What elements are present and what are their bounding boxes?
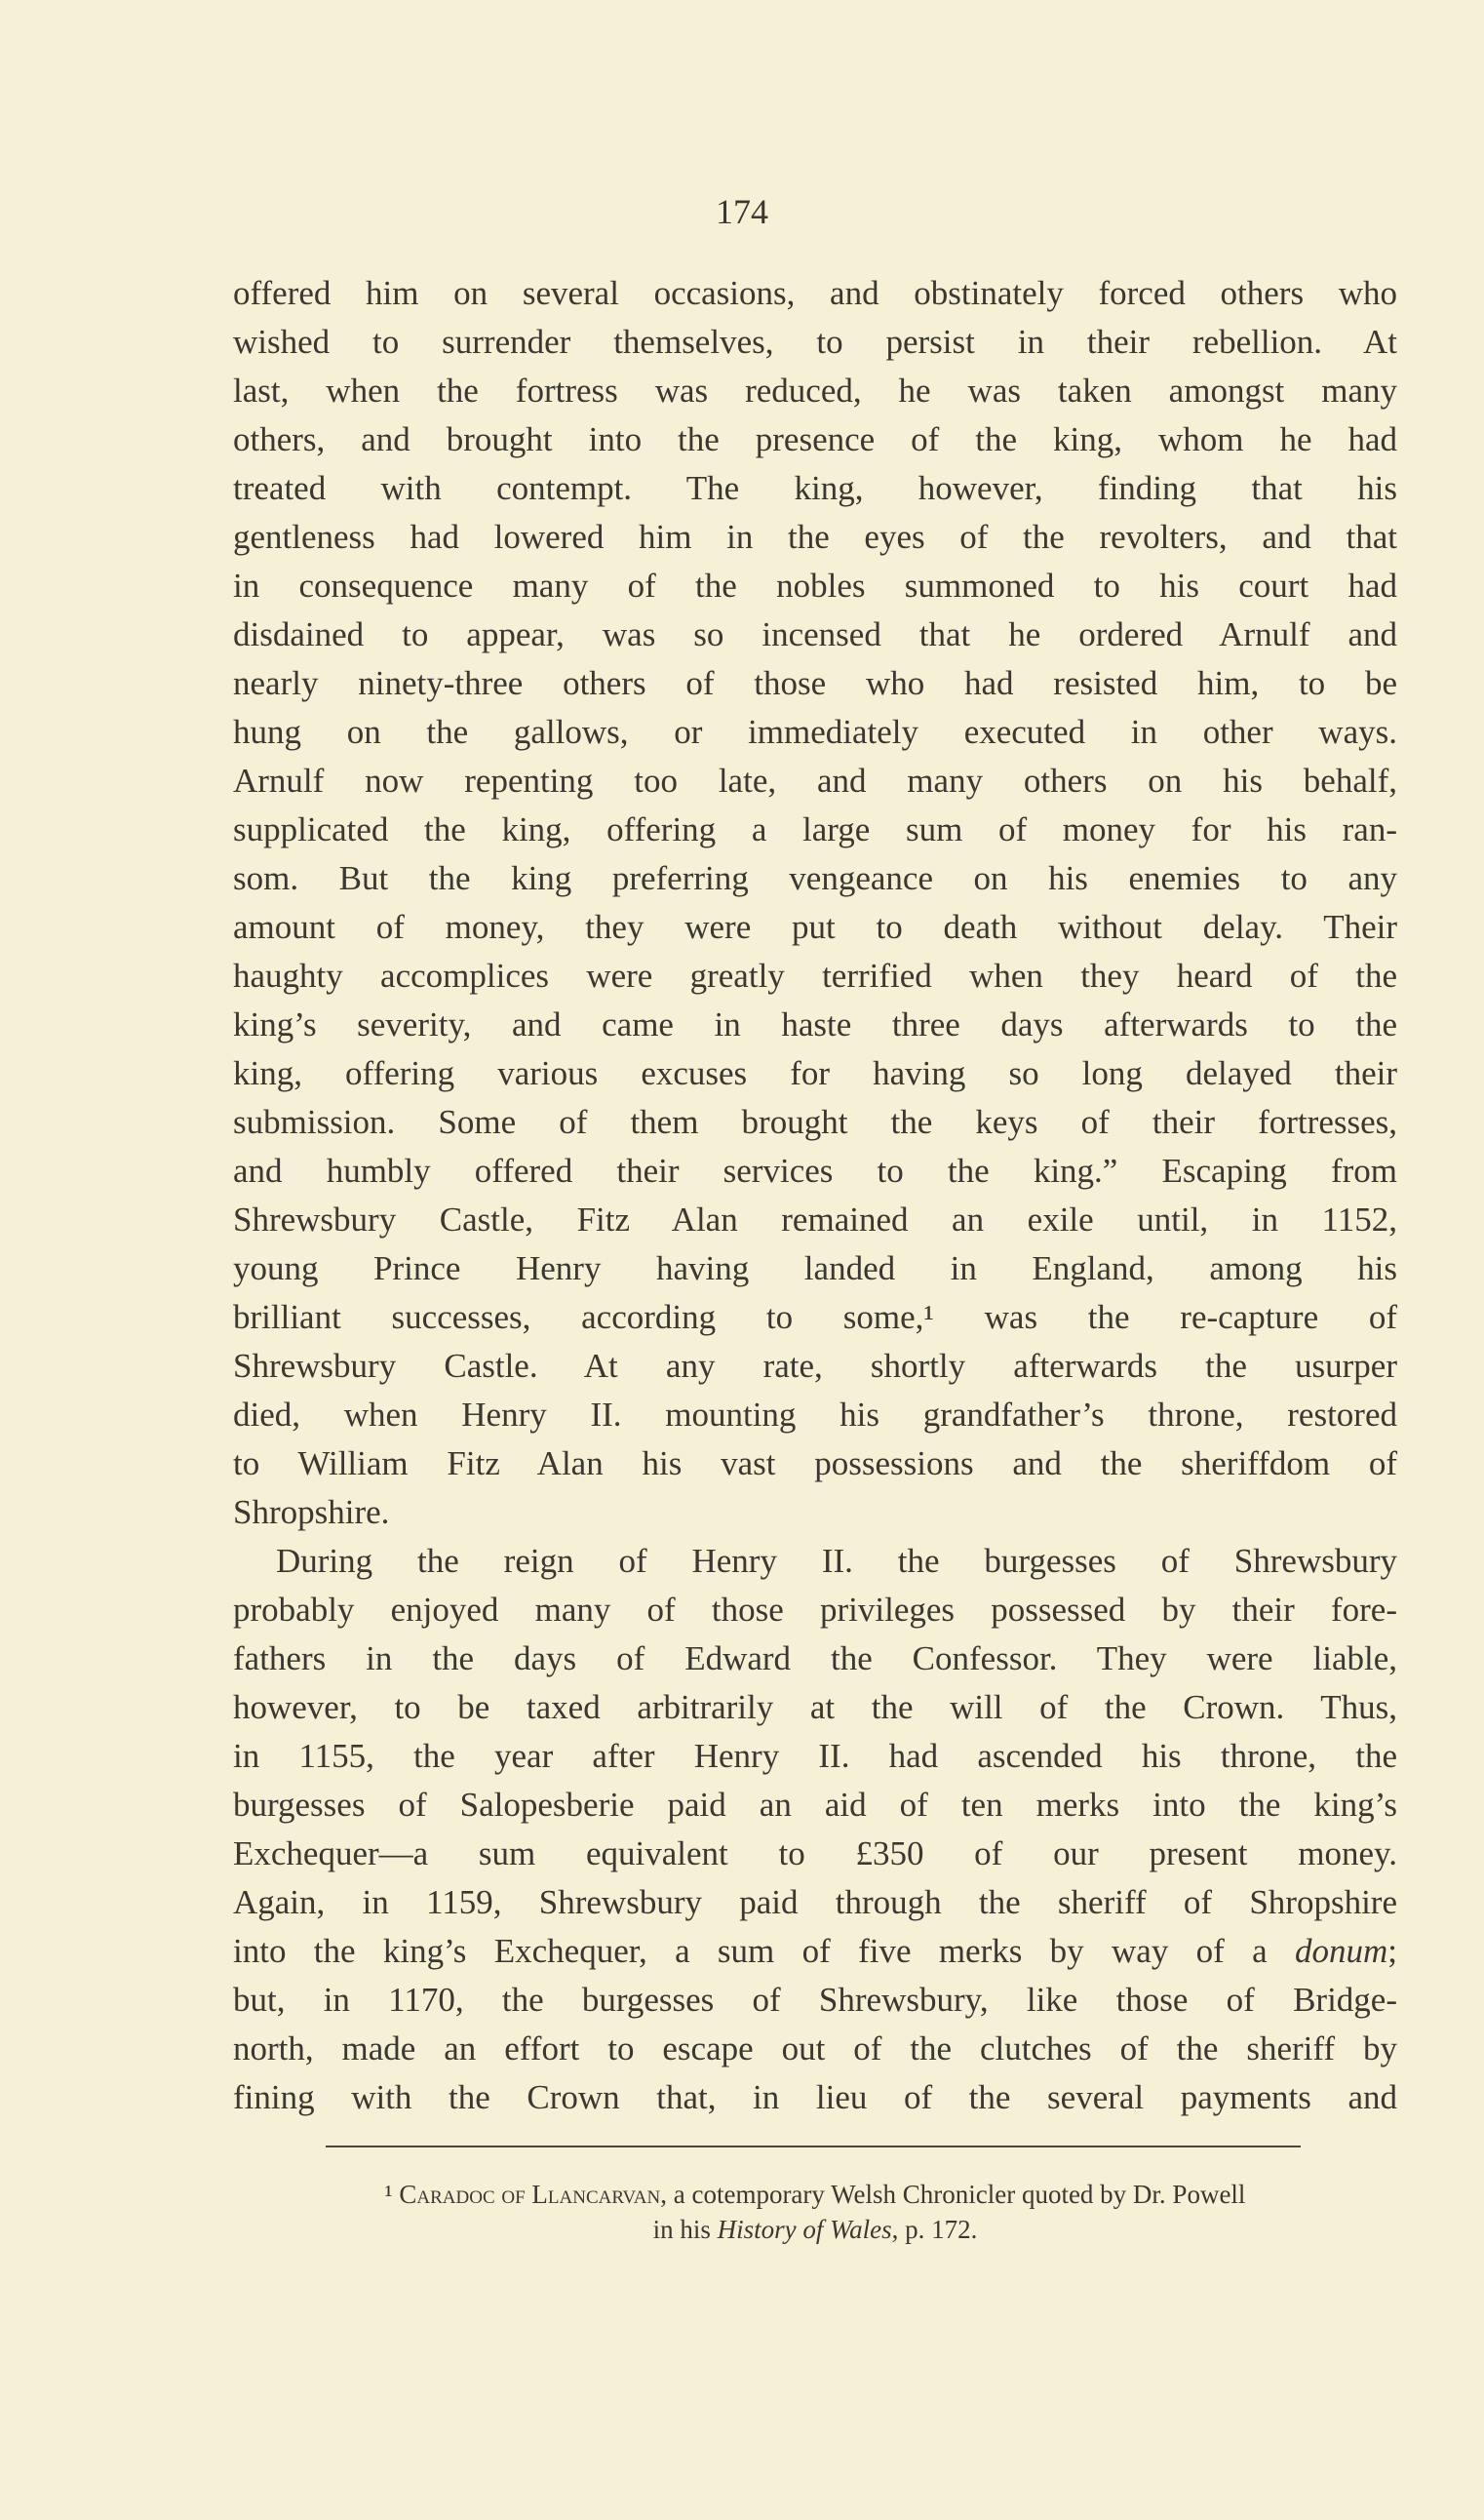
text-span: however, to be taxed arbitrarily at the will of the Crown. Thus,: [233, 1688, 1397, 1726]
text-line: [233, 1439, 1397, 1488]
text-line: [233, 806, 1397, 854]
text-line: [233, 464, 1397, 513]
text-line: [233, 1001, 1397, 1049]
footnote-line-2: [234, 2212, 1396, 2247]
text-line: [233, 610, 1397, 659]
text-span: died, when Henry II. mounting his grandfather’s throne, restored: [233, 1396, 1397, 1434]
text-line: [233, 367, 1397, 415]
text-span: Arnulf now repenting too late, and many others on his behalf,: [233, 762, 1397, 800]
text-line: [233, 1098, 1397, 1147]
text-span: in 1155, the year after Henry II. had ascended his throne, the: [233, 1737, 1397, 1775]
text-line: [233, 1586, 1397, 1634]
text-line: [233, 1049, 1397, 1098]
text-line: [233, 1244, 1397, 1293]
footnote-text: in his: [652, 2215, 718, 2244]
text-line: [233, 1781, 1397, 1830]
text-line: [233, 1634, 1397, 1683]
text-line: [233, 854, 1397, 903]
text-span: young Prince Henry having landed in England, among his: [233, 1249, 1397, 1287]
text-line: [233, 1391, 1397, 1439]
body-text: [233, 269, 1397, 2122]
text-line: [233, 2073, 1397, 2122]
footnote-text: , a cotemporary Welsh Chronicler quoted by Dr. Powell: [660, 2180, 1246, 2209]
text-span: king, offering various excuses for having so long delayed their: [233, 1054, 1397, 1092]
text-span: north, made an effort to escape out of the clutches of the sheriff by: [233, 2029, 1397, 2067]
footnote-book-title: History of Wales: [717, 2215, 892, 2244]
text-span: supplicated the king, offering a large sum of money for his ran-: [233, 810, 1397, 848]
text-line: [233, 1878, 1397, 1927]
text-span: amount of money, they were put to death without delay. Their: [233, 908, 1397, 946]
text-span: Shropshire.: [233, 1493, 390, 1531]
text-line: [233, 1147, 1397, 1196]
text-line: [233, 269, 1397, 318]
text-span: nearly ninety-three others of those who had resisted him, to be: [233, 664, 1397, 702]
text-span: to William Fitz Alan his vast possessions and the sheriffdom of: [233, 1444, 1397, 1482]
text-span: Shrewsbury Castle, Fitz Alan remained an exile until, in 1152,: [233, 1201, 1397, 1239]
text-span: others, and brought into the presence of the king, whom he had: [233, 420, 1397, 458]
text-span: disdained to appear, was so incensed that he ordered Arnulf and: [233, 615, 1397, 653]
text-line: [233, 1293, 1397, 1342]
text-line: [233, 1683, 1397, 1732]
text-span: som. But the king preferring vengeance on his enemies to any: [233, 859, 1397, 897]
text-line: [233, 2025, 1397, 2073]
text-line: [233, 952, 1397, 1001]
text-line: [233, 1342, 1397, 1391]
text-line: [233, 513, 1397, 562]
text-line: [233, 659, 1397, 708]
text-line: [233, 1196, 1397, 1244]
footnote-marker: ¹: [384, 2180, 393, 2209]
text-span: ;: [1387, 1932, 1397, 1970]
text-span: king’s severity, and came in haste three days afterwards to the: [233, 1005, 1397, 1043]
text-span: wished to surrender themselves, to persist in their rebellion. At: [233, 323, 1397, 361]
footnote: [234, 2177, 1396, 2247]
text-line: [233, 1732, 1397, 1781]
footnote-author: Caradoc of Llancarvan: [399, 2180, 661, 2209]
text-span: Again, in 1159, Shrewsbury paid through the sheriff of Shropshire: [233, 1883, 1397, 1921]
text-span: offered him on several occasions, and obstinately forced others who: [233, 274, 1397, 312]
footnote-text: , p. 172.: [891, 2215, 978, 2244]
text-span: burgesses of Salopesberie paid an aid of ten merks into the king’s: [233, 1786, 1397, 1824]
text-line: [233, 903, 1397, 952]
text-span: submission. Some of them brought the keys of their fortresses,: [233, 1103, 1397, 1141]
text-line: [233, 1830, 1397, 1878]
text-line: [233, 1488, 1397, 1537]
text-line: [233, 757, 1397, 806]
text-line: [233, 708, 1397, 757]
page-number: 174: [716, 192, 768, 231]
text-span: fathers in the days of Edward the Confessor. They were liable,: [233, 1639, 1397, 1677]
footnote-line-1: [234, 2177, 1396, 2212]
text-span: in consequence many of the nobles summoned to his court had: [233, 567, 1397, 605]
text-span: last, when the fortress was reduced, he was taken amongst many: [233, 372, 1397, 410]
text-span: probably enjoyed many of those privileges possessed by their fore-: [233, 1591, 1397, 1629]
footnote-divider: [326, 2146, 1301, 2147]
text-line: [233, 415, 1397, 464]
text-line: [233, 1537, 1397, 1586]
text-span: Exchequer—a sum equivalent to £350 of our present money.: [233, 1834, 1397, 1872]
text-span: gentleness had lowered him in the eyes of the revolters, and that: [233, 518, 1397, 556]
text-line: [233, 318, 1397, 367]
text-line: [233, 1927, 1397, 1976]
text-span: but, in 1170, the burgesses of Shrewsbury, like those of Bridge-: [233, 1981, 1397, 2019]
text-span: During the reign of Henry II. the burgesses of Shrewsbury: [276, 1542, 1397, 1580]
text-span: into the king’s Exchequer, a sum of five merks by way of a: [233, 1932, 1295, 1970]
text-line: [233, 1976, 1397, 2025]
text-span: fining with the Crown that, in lieu of the several payments and: [233, 2078, 1397, 2116]
italic-text: donum: [1294, 1932, 1388, 1970]
text-span: hung on the gallows, or immediately executed in other ways.: [233, 713, 1397, 751]
text-span: Shrewsbury Castle. At any rate, shortly afterwards the usurper: [233, 1347, 1397, 1385]
text-span: haughty accomplices were greatly terrified when they heard of the: [233, 957, 1397, 995]
text-span: brilliant successes, according to some,¹ was the re-capture of: [233, 1298, 1397, 1336]
text-span: and humbly offered their services to the king.” Escaping from: [233, 1152, 1397, 1190]
text-span: treated with contempt. The king, however, finding that his: [233, 469, 1397, 507]
text-line: [233, 562, 1397, 610]
